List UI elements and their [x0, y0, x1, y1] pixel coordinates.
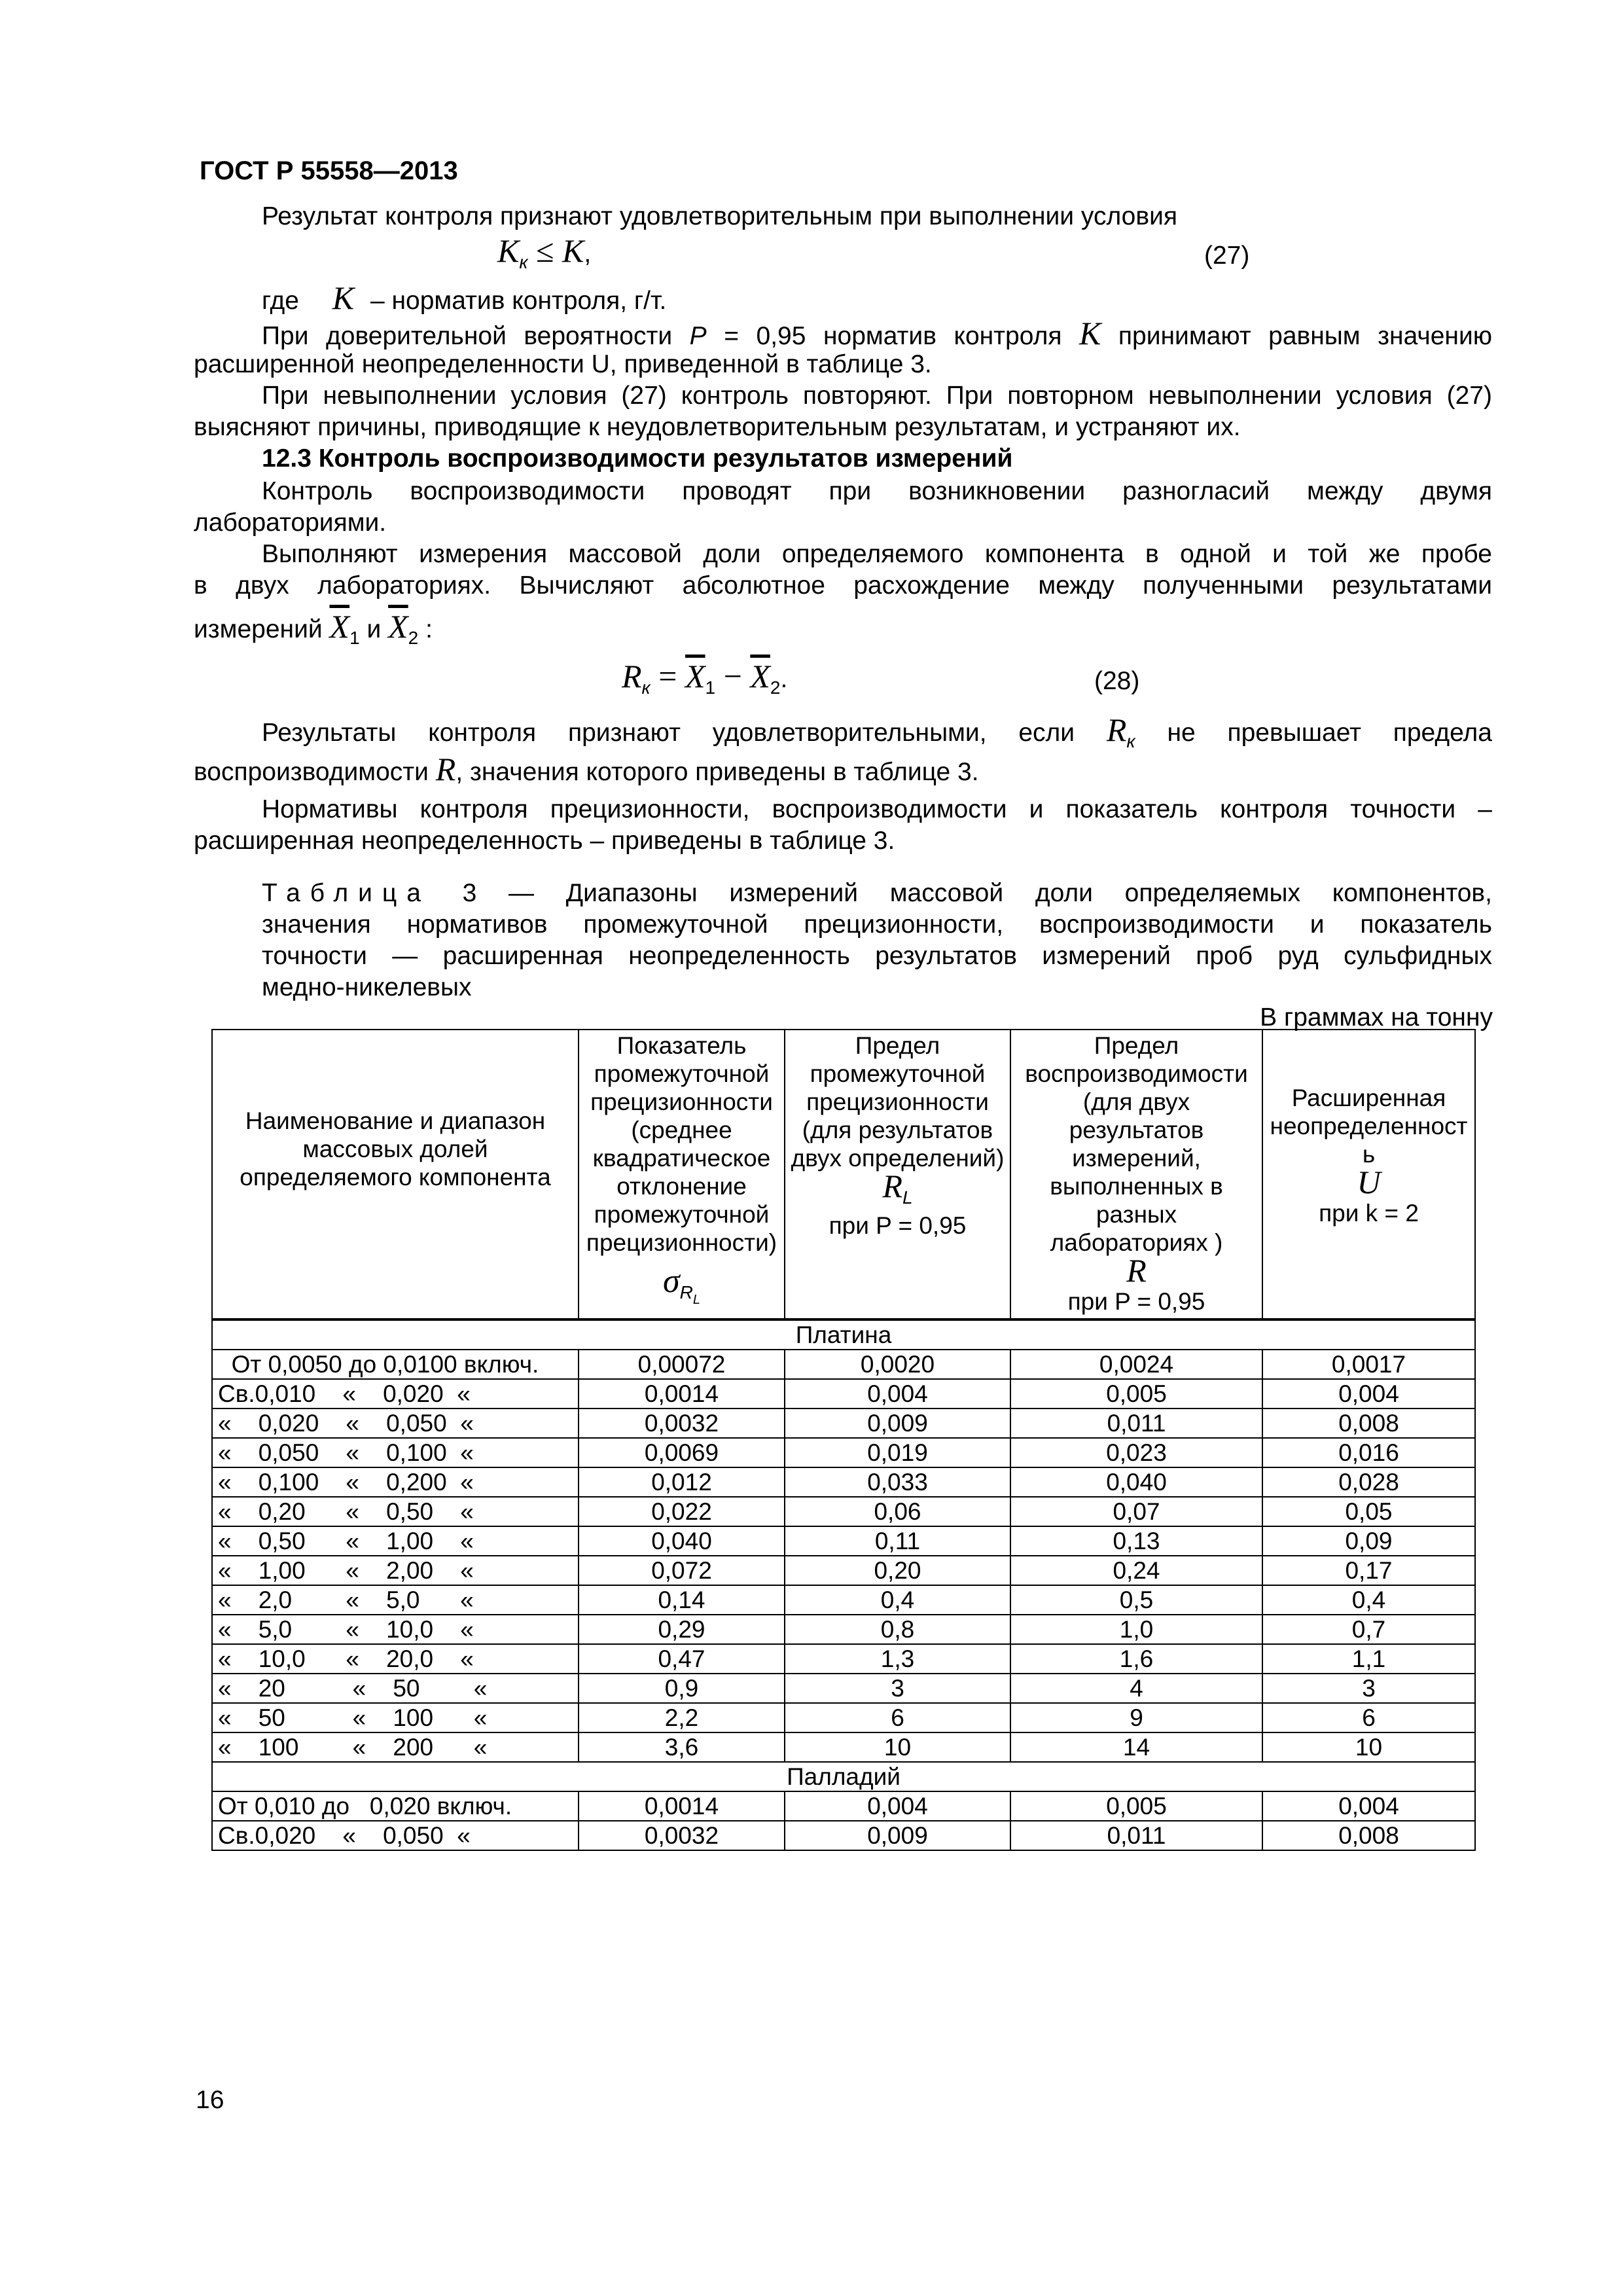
table-row: [212, 1350, 1475, 1379]
sigma-cell: 0,00072: [579, 1350, 785, 1379]
p2-text-c: принимают равным значению: [1118, 322, 1492, 350]
p3-line1-text: При невыполнении условия (27) контроль повторяют. При повторном невыполнении условия (27): [262, 382, 1492, 410]
col-header-rl-text: Предел промежуточной прецизионности (для результатов двух определений): [791, 1032, 1005, 1172]
rl-symbol-sub: L: [902, 1187, 913, 1208]
r-cell: 0,023: [1010, 1438, 1262, 1467]
sigma-sub-l: L: [692, 1293, 700, 1307]
range-cell: « 0,20 « 0,50 «: [212, 1497, 579, 1526]
table-row: [212, 1467, 1475, 1497]
table-row: [212, 1615, 1475, 1644]
p2-symbol-k: K: [1079, 315, 1101, 351]
eq27-rhs: K: [562, 232, 584, 269]
rl-symbol: R: [882, 1168, 902, 1204]
rl-cell: 0,11: [785, 1526, 1010, 1556]
eq28-tail: .: [780, 665, 788, 693]
sigma-cell: 0,0032: [579, 1408, 785, 1438]
p2-symbol-p: P: [689, 322, 707, 350]
u-cell: 10: [1262, 1732, 1475, 1762]
table-row: [212, 1438, 1475, 1467]
rl-cell: 0,0020: [785, 1350, 1010, 1379]
p5-symbol-x2: $\overline{X}$: [388, 608, 408, 645]
table-row: [212, 1644, 1475, 1674]
rl-cell: 3: [785, 1674, 1010, 1703]
r-symbol: R: [1126, 1252, 1147, 1289]
p5-colon: :: [425, 615, 433, 643]
document-header: ГОСТ Р 55558—2013: [200, 156, 458, 185]
eq28-lhs-sub: к: [641, 677, 651, 698]
range-cell: « 0,100 « 0,200 «: [212, 1467, 579, 1497]
p2-text-a: При доверительной вероятности: [262, 322, 673, 350]
col-header-sigma-text: Показатель промежуточной прецизионности (среднее квадратическое отклонение промежуточной прецизионности): [586, 1032, 777, 1256]
eq28-x2: $\overline{X}$: [750, 658, 770, 694]
p5-text-and: и: [366, 615, 382, 643]
paragraph-p3-line2: выясняют причины, приводящие к неудовлетворительным результатам, и устраняют их.: [194, 413, 1241, 441]
equation-28-number: (28): [1094, 667, 1140, 695]
eq28-lhs: R: [622, 658, 642, 694]
table-header-row: [212, 1030, 1475, 1319]
p6-text-tail: , значения которого приведены в таблице 3.: [455, 758, 979, 786]
section-label-palladium: Палладий: [212, 1762, 1475, 1791]
where-symbol: K: [332, 279, 355, 316]
p5-symbol-x2-sub: 2: [408, 628, 419, 648]
sigma-cell: 0,072: [579, 1556, 785, 1585]
paragraph-p4-line2: лабораториями.: [194, 509, 387, 537]
paragraph-p7-line2: расширенная неопределенность – приведены в таблице 3.: [194, 827, 895, 855]
sigma-cell: 0,040: [579, 1526, 785, 1556]
u-cell: 0,004: [1262, 1379, 1475, 1408]
rl-cell: 0,004: [785, 1791, 1010, 1821]
table-row: [212, 1556, 1475, 1585]
sigma-cell: 2,2: [579, 1703, 785, 1732]
sigma-cell: 0,022: [579, 1497, 785, 1526]
rl-cell: 1,3: [785, 1644, 1010, 1674]
sigma-sub-r: R: [679, 1282, 693, 1302]
table-caption-line2: [262, 908, 1492, 941]
rl-cell: 0,004: [785, 1379, 1010, 1408]
paragraph-p5-line3: [194, 610, 433, 655]
p6-symbol-r: R: [1106, 711, 1127, 748]
p6-symbol-r2: R: [435, 751, 456, 787]
r-cell: 4: [1010, 1674, 1262, 1703]
eq28-x2-sub: 2: [770, 677, 781, 698]
col-header-range-text: Наименование и диапазон массовых долей определяемого компонента: [240, 1107, 551, 1191]
u-cell: 0,008: [1262, 1821, 1475, 1850]
equation-27-number: (27): [1204, 242, 1250, 270]
p5-line1-text: Выполняют измерения массовой доли определяемого компонента в одной и той же пробе: [262, 540, 1492, 568]
table-caption-line4: медно-никелевых: [262, 973, 472, 1001]
table-caption-line2-text: значения нормативов промежуточной прецизионности, воспроизводимости и показатель: [262, 910, 1492, 939]
where-text: – норматив контроля, г/т.: [370, 287, 667, 315]
u-cell: 0,4: [1262, 1585, 1475, 1615]
paragraph-p7-line1: [262, 793, 1492, 826]
u-condition: при k = 2: [1319, 1199, 1419, 1227]
range-cell: « 50 « 100 «: [212, 1703, 579, 1732]
range-cell: « 20 « 50 «: [212, 1674, 579, 1703]
eq28-x1-sub: 1: [705, 677, 716, 698]
table-caption-line1: [262, 877, 1492, 910]
u-cell: 0,05: [1262, 1497, 1475, 1526]
sigma-cell: 0,0069: [579, 1438, 785, 1467]
col-header-u-text: Расширенная неопределенност ь: [1270, 1084, 1468, 1168]
rl-cell: 0,019: [785, 1438, 1010, 1467]
page-number: 16: [196, 2086, 224, 2114]
paragraph-p2-line2: расширенной неопределенности U, приведенной в таблице 3.: [194, 350, 932, 378]
r-condition: при P = 0,95: [1067, 1288, 1205, 1315]
p6-text-a: Результаты контроля признают удовлетворительными, если: [262, 719, 1075, 747]
section-row-palladium: [212, 1762, 1475, 1791]
sigma-cell: 0,14: [579, 1585, 785, 1615]
u-cell: 1,1: [1262, 1644, 1475, 1674]
section-row-platinum: [212, 1319, 1475, 1350]
rl-condition: при P = 0,95: [829, 1212, 967, 1239]
r-cell: 1,6: [1010, 1644, 1262, 1674]
table-units: В граммах на тонну: [1260, 1003, 1493, 1031]
sigma-symbol: σ: [662, 1263, 680, 1300]
rl-cell: 0,033: [785, 1467, 1010, 1497]
r-cell: 0,13: [1010, 1526, 1262, 1556]
rl-cell: 0,8: [785, 1615, 1010, 1644]
paragraph-p2-line1: [262, 317, 1492, 353]
table-row: [212, 1732, 1475, 1762]
sigma-cell: 0,012: [579, 1467, 785, 1497]
table-row: [212, 1408, 1475, 1438]
u-cell: 0,016: [1262, 1438, 1475, 1467]
range-cell: « 5,0 « 10,0 «: [212, 1615, 579, 1644]
u-cell: 0,0017: [1262, 1350, 1475, 1379]
where-label: где: [262, 287, 299, 315]
rl-cell: 0,009: [785, 1821, 1010, 1850]
sigma-cell: 0,0032: [579, 1821, 785, 1850]
p5-symbol-x1: $\overline{X}$: [329, 608, 350, 645]
range-cell: « 1,00 « 2,00 «: [212, 1556, 579, 1585]
col-header-u: [1262, 1030, 1475, 1319]
range-cell: « 0,050 « 0,100 «: [212, 1438, 579, 1467]
table-row: [212, 1674, 1475, 1703]
col-header-sigma: [579, 1030, 785, 1319]
r-cell: 0,005: [1010, 1379, 1262, 1408]
rl-cell: 10: [785, 1732, 1010, 1762]
paragraph-p3-line1: [262, 380, 1492, 412]
range-cell: От 0,010 до 0,020 включ.: [212, 1791, 579, 1821]
r-cell: 0,0024: [1010, 1350, 1262, 1379]
table-caption-line3-text: точности — расширенная неопределенность результатов измерений проб руд сульфидных: [262, 942, 1492, 970]
p4-line1-text: Контроль воспроизводимости проводят при возникновении разногласий между двумя: [262, 477, 1492, 505]
range-cell: « 100 « 200 «: [212, 1732, 579, 1762]
eq28-equals: =: [650, 658, 685, 694]
p6-text-b: не превышает предела: [1167, 719, 1492, 747]
eq27-lhs: K: [497, 232, 520, 269]
col-header-range: [212, 1030, 579, 1319]
paragraph-p5-line2: [194, 569, 1492, 602]
col-header-rl: [785, 1030, 1010, 1319]
r-cell: 0,011: [1010, 1821, 1262, 1850]
eq27-tail: ,: [584, 240, 592, 268]
r-cell: 9: [1010, 1703, 1262, 1732]
u-cell: 0,028: [1262, 1467, 1475, 1497]
u-cell: 0,09: [1262, 1526, 1475, 1556]
u-cell: 0,17: [1262, 1556, 1475, 1585]
p6-symbol-r-sub: к: [1126, 731, 1135, 751]
range-cell: Св.0,010 « 0,020 «: [212, 1379, 579, 1408]
p5-line2-text: в двух лабораториях. Вычисляют абсолютное расхождение между полученными результатами: [194, 571, 1492, 600]
u-cell: 0,7: [1262, 1615, 1475, 1644]
r-cell: 0,24: [1010, 1556, 1262, 1585]
p6-text-reproducibility: воспроизводимости: [194, 758, 429, 786]
paragraph-p4-line1: [262, 475, 1492, 508]
table-row: [212, 1821, 1475, 1850]
rl-cell: 0,4: [785, 1585, 1010, 1615]
r-cell: 0,011: [1010, 1408, 1262, 1438]
paragraph-p6-line2: [194, 753, 979, 789]
eq27-lhs-sub: к: [519, 252, 528, 272]
where-line: [262, 281, 666, 317]
rl-cell: 6: [785, 1703, 1010, 1732]
table-caption-title: 3 — Диапазоны измерений массовой доли определяемых компонентов,: [462, 879, 1492, 907]
sigma-cell: 0,9: [579, 1674, 785, 1703]
equation-27: [497, 234, 591, 279]
col-header-r: [1010, 1030, 1262, 1319]
sigma-cell: 0,29: [579, 1615, 785, 1644]
eq27-op: ≤: [527, 232, 563, 269]
u-symbol: U: [1357, 1163, 1381, 1200]
eq28-x1: $\overline{X}$: [685, 658, 705, 694]
u-cell: 0,008: [1262, 1408, 1475, 1438]
table-caption-line3: [262, 940, 1492, 973]
p5-text-measurements: измерений: [194, 615, 323, 643]
section-label-platinum: Платина: [212, 1319, 1475, 1350]
sigma-cell: 0,47: [579, 1644, 785, 1674]
u-cell: 6: [1262, 1703, 1475, 1732]
paragraph-p5-line1: [262, 538, 1492, 571]
range-cell: « 10,0 « 20,0 «: [212, 1644, 579, 1674]
rl-cell: 0,06: [785, 1497, 1010, 1526]
u-cell: 0,004: [1262, 1791, 1475, 1821]
col-header-r-text: Предел воспроизводимости (для двух результатов измерений, выполненных в разных лабораториях ): [1025, 1032, 1248, 1256]
p2-text-b: = 0,95 норматив контроля: [724, 322, 1062, 350]
eq28-minus: −: [715, 658, 751, 694]
table-row: [212, 1585, 1475, 1615]
r-cell: 14: [1010, 1732, 1262, 1762]
sigma-cell: 0,0014: [579, 1791, 785, 1821]
table-caption-word: Таблица: [262, 879, 431, 907]
table-row: [212, 1497, 1475, 1526]
range-cell: Св.0,020 « 0,050 «: [212, 1821, 579, 1850]
p5-symbol-x1-sub: 1: [349, 628, 360, 648]
r-cell: 0,040: [1010, 1467, 1262, 1497]
range-cell: « 0,50 « 1,00 «: [212, 1526, 579, 1556]
range-cell: От 0,0050 до 0,0100 включ.: [212, 1350, 579, 1379]
range-cell: « 2,0 « 5,0 «: [212, 1585, 579, 1615]
sigma-cell: 3,6: [579, 1732, 785, 1762]
r-cell: 0,07: [1010, 1497, 1262, 1526]
table-row: [212, 1791, 1475, 1821]
u-cell: 3: [1262, 1674, 1475, 1703]
section-title: 12.3 Контроль воспроизводимости результатов измерений: [262, 444, 1013, 473]
sigma-cell: 0,0014: [579, 1379, 785, 1408]
r-cell: 0,5: [1010, 1585, 1262, 1615]
table-row: [212, 1526, 1475, 1556]
table-3: [211, 1029, 1476, 1851]
rl-cell: 0,20: [785, 1556, 1010, 1585]
paragraph-result-condition: Результат контроля признают удовлетворительным при выполнении условия: [262, 202, 1177, 230]
r-cell: 0,005: [1010, 1791, 1262, 1821]
table-row: [212, 1379, 1475, 1408]
rl-cell: 0,009: [785, 1408, 1010, 1438]
equation-28: [622, 660, 787, 704]
r-cell: 1,0: [1010, 1615, 1262, 1644]
p7-line1-text: Нормативы контроля прецизионности, воспроизводимости и показатель контроля точности –: [262, 795, 1492, 823]
table-row: [212, 1703, 1475, 1732]
range-cell: « 0,020 « 0,050 «: [212, 1408, 579, 1438]
